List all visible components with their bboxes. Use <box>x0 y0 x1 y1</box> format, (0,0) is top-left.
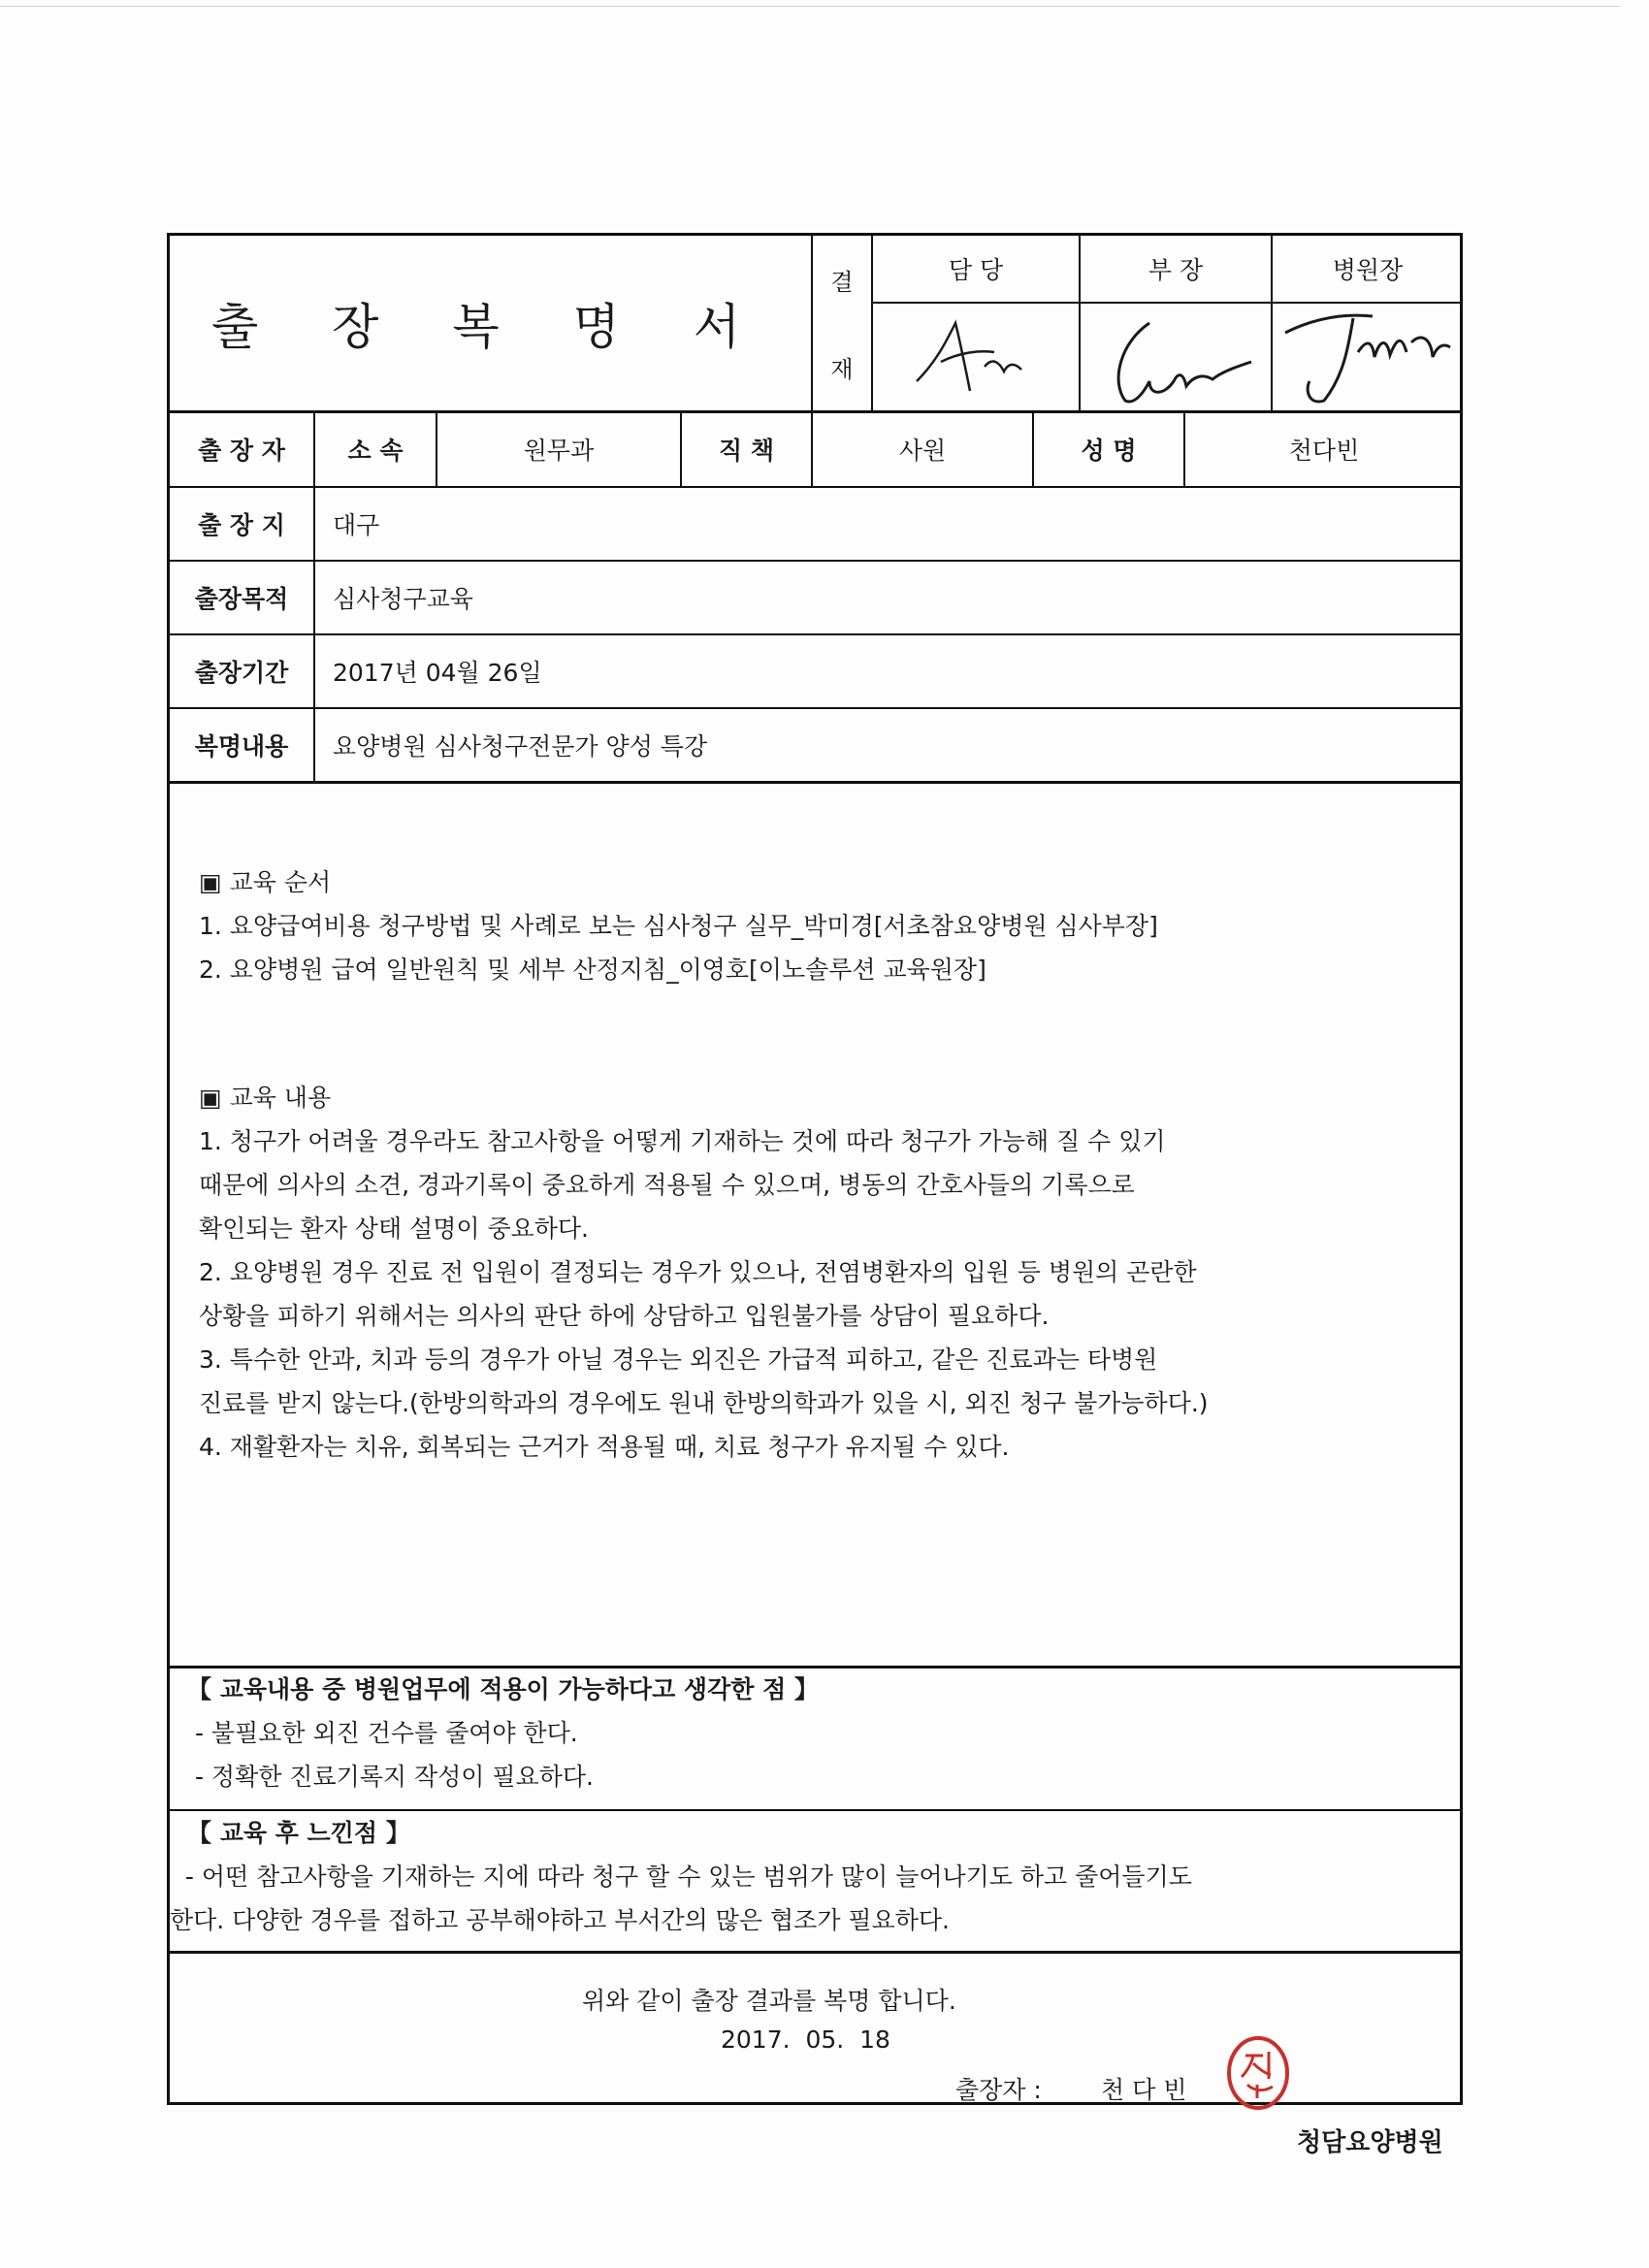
period-value: 2017년 04월 26일 <box>333 659 542 687</box>
impressions-line: - 어떤 참고사항을 기재하는 지에 따라 청구 할 수 있는 범위가 많이 늘어나기도 하고 줄어들기도 <box>170 1863 1192 1891</box>
signature-president <box>1266 299 1460 410</box>
closing-statement: 위와 같이 출장 결과를 복명 합니다. <box>582 1987 956 2015</box>
order-item: 1. 요양급여비용 청구방법 및 사례로 보는 심사청구 실무_박미경[서초참요양병원 심사부장] <box>199 912 1158 940</box>
signer-label: 출장자 : <box>955 2076 1042 2104</box>
approval-label-top: 결 <box>830 268 854 296</box>
name-value: 천다빈 <box>1288 437 1360 465</box>
impressions-line: 한다. 다양한 경우를 접하고 공부해야하고 부서간의 많은 협조가 필요하다. <box>170 1906 950 1934</box>
order-item: 2. 요양병원 급여 일반원칙 및 세부 산정지침_이영호[이노솔루션 교육원장] <box>199 956 986 984</box>
details-heading: ▣ 교육 내용 <box>199 1084 332 1112</box>
approval-col-manager: 담 당 <box>948 256 1004 284</box>
place-label: 출 장 지 <box>198 511 285 539</box>
purpose-value: 심사청구교육 <box>333 585 473 613</box>
order-heading: ▣ 교육 순서 <box>199 868 332 896</box>
applicable-heading: 【 교육내용 중 병원업무에 적용이 가능하다고 생각한 점 】 <box>187 1675 819 1703</box>
dept-value: 원무과 <box>523 437 595 465</box>
details-line: 때문에 의사의 소견, 경과기록이 중요하게 적용될 수 있으며, 병동의 간호사들의 기록으로 <box>199 1171 1135 1199</box>
details-line: 1. 청구가 어려울 경우라도 참고사항을 어떻게 기재하는 것에 따라 청구가 가능해 질 수 있기 <box>199 1127 1166 1155</box>
approval-col-president: 병원장 <box>1332 256 1404 284</box>
impressions-heading: 【 교육 후 느낀점 】 <box>187 1819 410 1847</box>
details-line: 진료를 받지 않는다.(한방의학과의 경우에도 원내 한방의학과가 있을 시, 외진 청구 불가능하다.) <box>199 1389 1209 1417</box>
dept-label: 소 속 <box>347 437 404 465</box>
hospital-name: 청담요양병원 <box>1297 2128 1443 2157</box>
details-line: 상황을 피하기 위해서는 의사의 판단 하에 상담하고 입원불가를 상담이 필요하다. <box>199 1302 1050 1330</box>
signature-director <box>1091 304 1276 410</box>
details-line: 4. 재활환자는 치유, 회복되는 근거가 적용될 때, 치료 청구가 유지될 수 있다. <box>199 1433 1010 1461</box>
position-label: 직 책 <box>718 437 774 465</box>
personal-seal-stamp <box>1224 2034 1292 2112</box>
approval-label-bottom: 재 <box>830 355 854 383</box>
details-line: 확인되는 환자 상태 설명이 중요하다. <box>199 1215 589 1243</box>
applicable-item: - 정확한 진료기록지 작성이 필요하다. <box>187 1763 594 1791</box>
details-line: 2. 요양병원 경우 진료 전 입원이 결정되는 경우가 있으나, 전염병환자의 입원 등 병원의 곤란한 <box>199 1258 1197 1286</box>
name-label: 성 명 <box>1081 437 1137 465</box>
scan-edge <box>0 6 1620 7</box>
details-line: 3. 특수한 안과, 치과 등의 경우가 아닐 경우는 외진은 가급적 피하고, 같은 진료과는 타병원 <box>199 1345 1158 1374</box>
place-value: 대구 <box>333 511 380 539</box>
position-value: 사원 <box>898 437 947 465</box>
document-title: 출 장 복 명 서 <box>210 299 770 355</box>
purpose-label: 출장목적 <box>194 585 289 613</box>
report-date: 2017. 05. 18 <box>721 2025 890 2054</box>
signer-name: 천 다 빈 <box>1101 2076 1187 2104</box>
report-label: 복명내용 <box>194 732 289 761</box>
signature-manager <box>907 313 1043 401</box>
business-trip-report-form <box>167 233 1463 2105</box>
applicable-item: - 불필요한 외진 건수를 줄여야 한다. <box>187 1719 578 1747</box>
period-label: 출장기간 <box>194 659 289 687</box>
report-value: 요양병원 심사청구전문가 양성 특강 <box>333 732 708 761</box>
approval-col-director: 부 장 <box>1148 256 1204 284</box>
traveler-label: 출 장 자 <box>198 437 285 465</box>
